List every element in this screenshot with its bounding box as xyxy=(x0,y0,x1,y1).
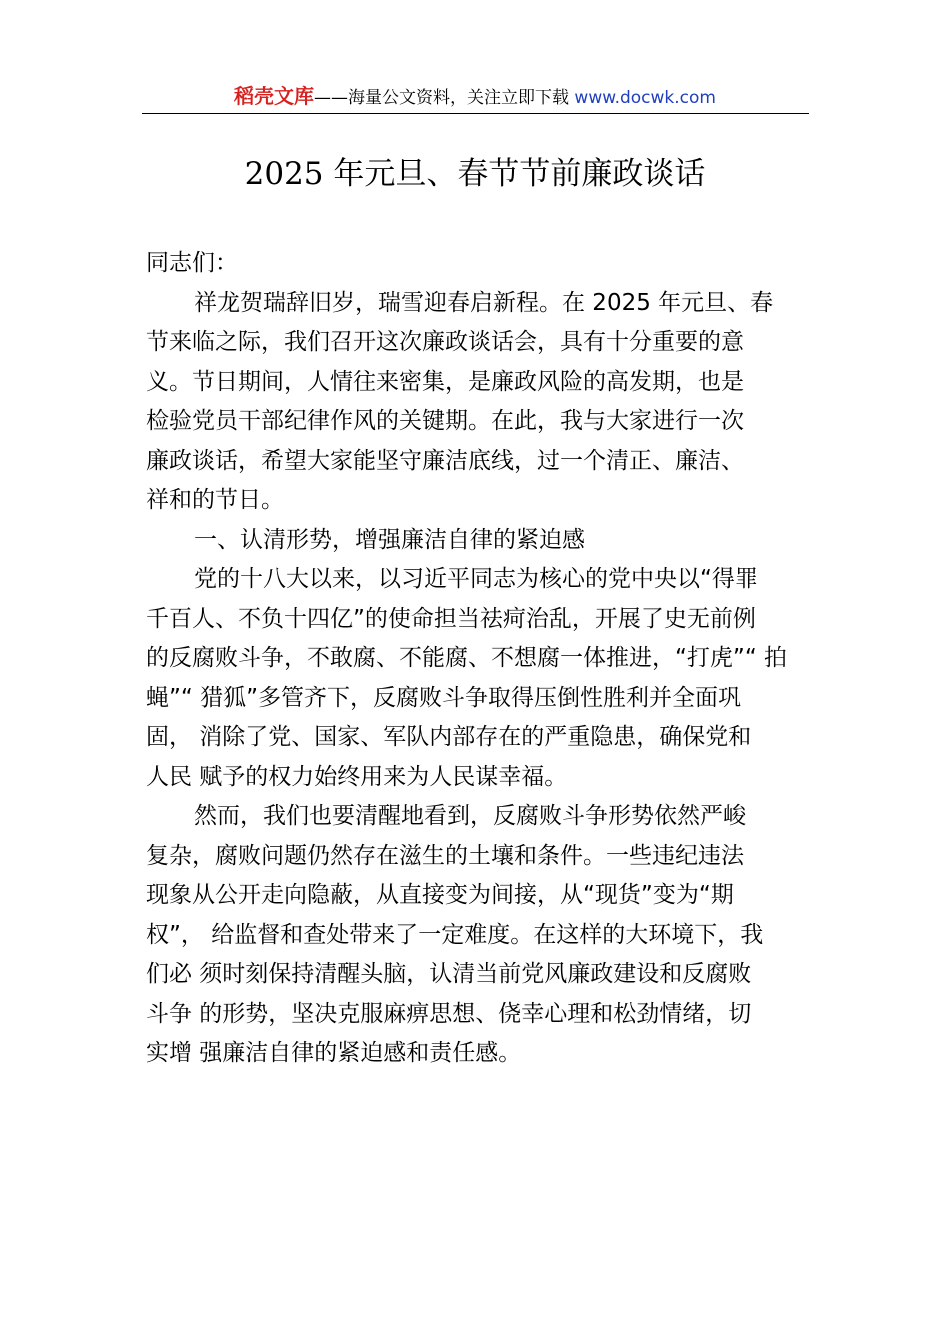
body-text-line: 的反腐败斗争，不敢腐、不能腐、不想腐一体推进，“打虎”“ 拍 xyxy=(146,645,788,671)
body-text-line: 权”， 给监督和查处带来了一定难度。在这样的大环境下，我 xyxy=(146,921,764,948)
header-tagline: ——海量公文资料，关注立即下载 xyxy=(314,88,570,108)
body-text-line: 然而，我们也要清醒地看到，反腐败斗争形势依然严峻 xyxy=(194,803,746,829)
body-text-line: 一、认清形势，增强廉洁自律的紧迫感 xyxy=(194,526,585,553)
body-text-line: 同志们： xyxy=(146,250,238,276)
body-text-line: 节来临之际，我们召开这次廉政谈话会，具有十分重要的意 xyxy=(146,329,744,355)
body-text-line: 蝇”“ 猎狐”多管齐下，反腐败斗争取得压倒性胜利并全面巩 xyxy=(146,684,742,711)
body-text-line: 人民 赋予的权力始终用来为人民谋幸福。 xyxy=(146,763,568,790)
body-text-line: 千百人、不负十四亿”的使命担当祛疴治乱，开展了史无前例 xyxy=(146,605,756,632)
body-text-line: 祥和的节日。 xyxy=(146,487,284,513)
body-text-line: 实增 强廉洁自律的紧迫感和责任感。 xyxy=(146,1040,522,1066)
body-text-line: 固， 消除了党、国家、军队内部存在的严重隐患，确保党和 xyxy=(146,724,752,750)
document-title: 2025 年元旦、春节节前廉政谈话 xyxy=(244,156,706,192)
body-text-line: 复杂，腐败问题仍然存在滋生的土壤和条件。一些违纪违法 xyxy=(146,842,744,869)
body-text-line: 党的十八大以来，以习近平同志为核心的党中央以“得罪 xyxy=(194,566,758,592)
document-body xyxy=(146,244,826,1074)
body-text-line: 祥龙贺瑞辞旧岁，瑞雪迎春启新程。在 2025 年元旦、春 xyxy=(194,289,774,316)
header-url-link[interactable]: www.docwk.com xyxy=(574,88,716,108)
header-divider xyxy=(142,113,809,114)
body-text-line: 们必 须时刻保持清醒头脑，认清当前党风廉政建设和反腐败 xyxy=(146,961,752,987)
body-text-line: 斗争 的形势，坚决克服麻痹思想、侥幸心理和松劲情绪，切 xyxy=(146,1000,752,1027)
body-text-line: 廉政谈话，希望大家能坚守廉洁底线，过一个清正、廉洁、 xyxy=(146,447,744,474)
brand-logo-text: 稻壳文库 xyxy=(234,84,315,108)
body-text-line: 现象从公开走向隐蔽，从直接变为间接，从“现货”变为“期 xyxy=(146,882,734,908)
body-text-line: 检验党员干部纪律作风的关键期。在此，我与大家进行一次 xyxy=(146,408,744,434)
page-header xyxy=(0,84,950,110)
body-text-line: 义。节日期间，人情往来密集，是廉政风险的高发期，也是 xyxy=(146,368,744,395)
